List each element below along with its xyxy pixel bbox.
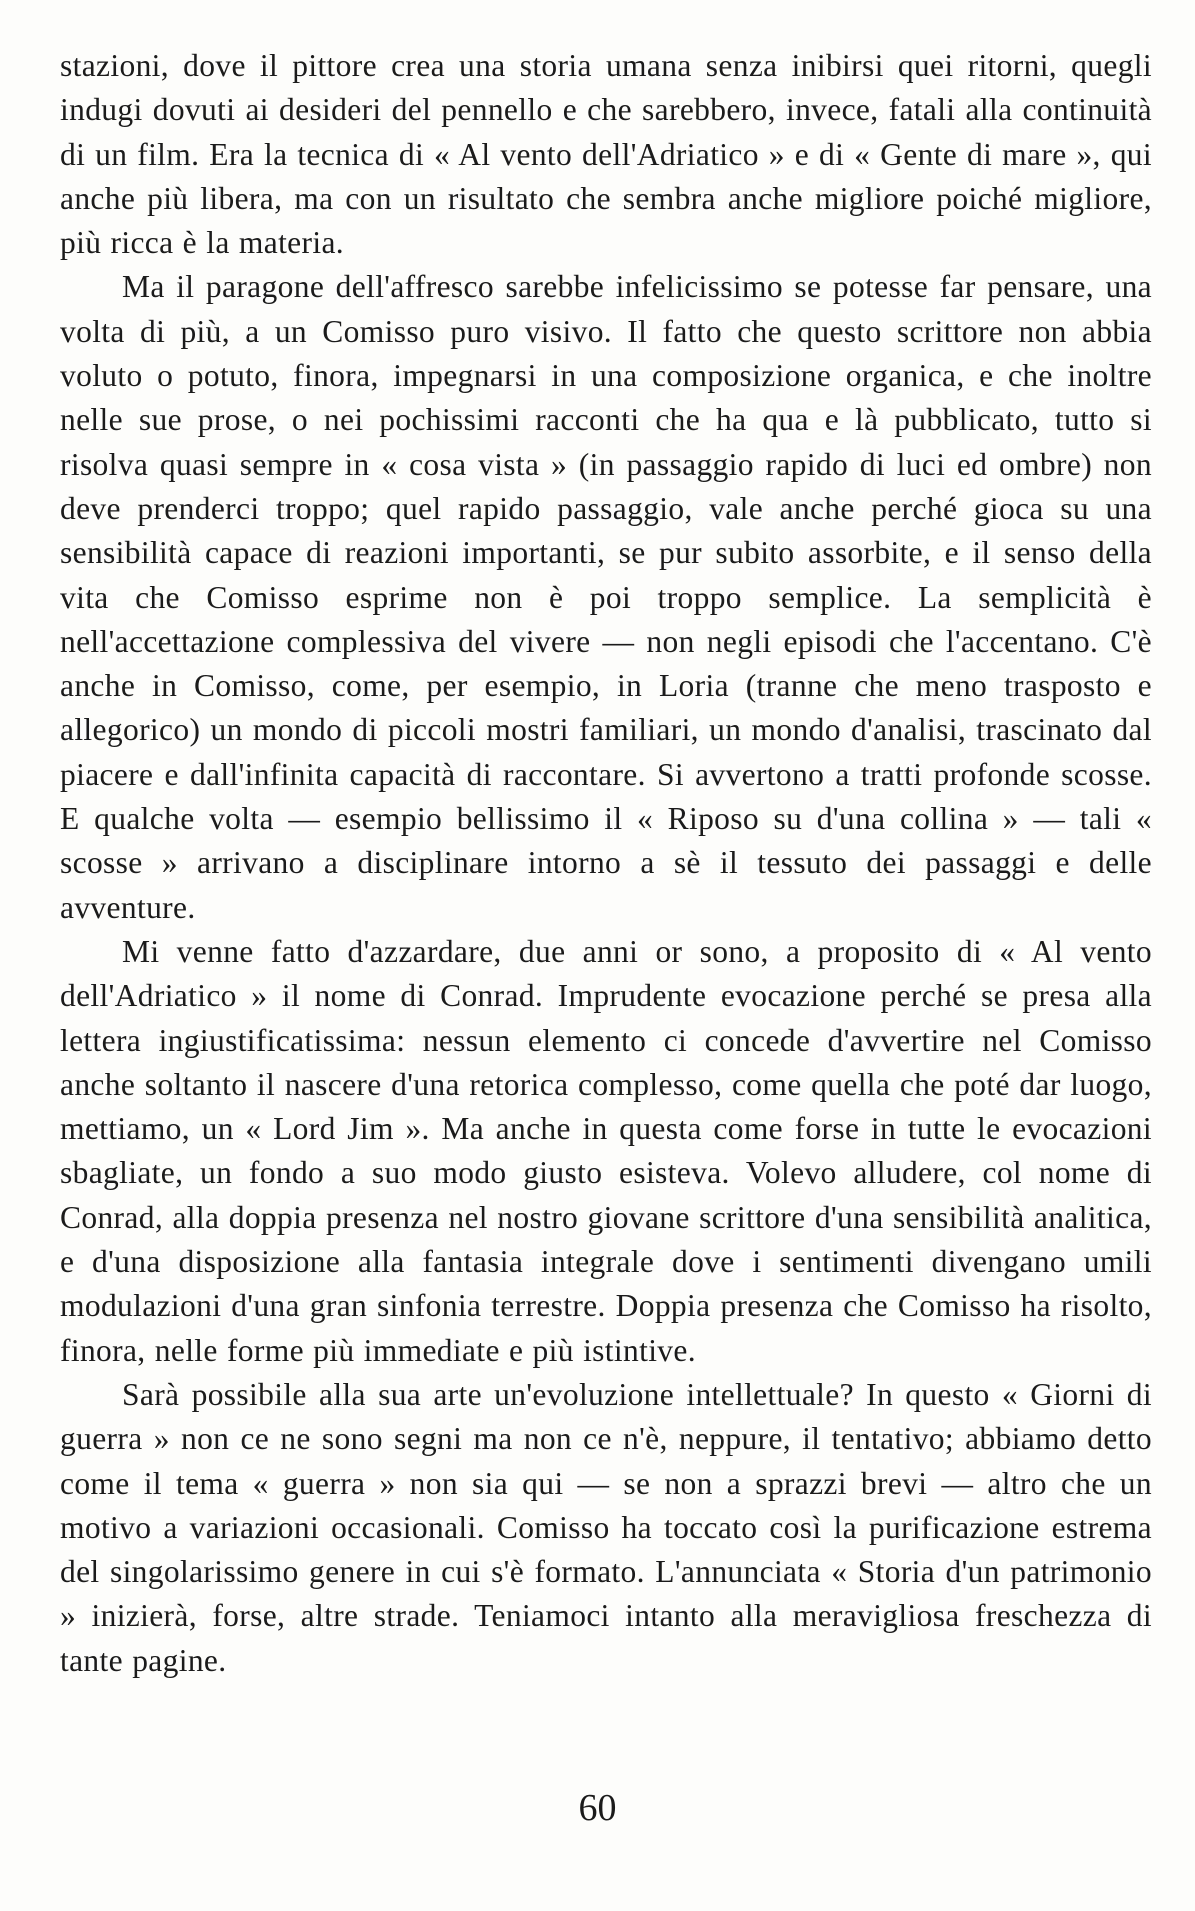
page-number: 60 — [578, 1787, 617, 1829]
paragraph-2: Ma il paragone dell'affresco sarebbe infelicissimo se potesse far pensare, una volta di più, a un Comisso puro visivo. Il fatto che questo scrittore non abbia voluto o potuto, finora, impegnarsi in una composizione organica, e che inoltre nelle sue prose, o nei pochissimi racconti che ha qua e là pubblicato, tutto si risolva quasi sempre in « cosa vista » (in passaggio rapido di luci ed ombre) non deve prenderci troppo; quel rapido passaggio, vale anche perché gioca su una sensibilità capace di reazioni importanti, se pur subito assorbite, e il senso della vita che Comisso esprime non è poi troppo semplice. La semplicità è nell'accettazione complessiva del vivere — non negli episodi che l'accentano. C'è anche in Comisso, come, per esempio, in Loria (tranne che meno trasposto e allegorico) un mondo di piccoli mostri familiari, un mondo d'analisi, trascinato dal piacere e dall'infinita capacità di raccontare. Si avvertono a tratti profonde scosse. E qualche volta — esempio bellissimo il « Riposo su d'una collina » — tali « scosse » arrivano a disciplinare intorno a sè il tessuto dei passaggi e delle avventure. — [60, 269, 1152, 925]
paragraph-4: Sarà possibile alla sua arte un'evoluzione intellettuale? In questo « Giorni di guerra » non ce ne sono segni ma non ce n'è, neppure, il tentativo; abbiamo detto come il tema « guerra » non sia qui — se non a sprazzi brevi — altro che un motivo a variazioni occasionali. Comisso ha toccato così la purificazione estrema del singolarissimo genere in cui s'è formato. L'annunciata « Storia d'un patrimonio » inizierà, forse, altre strade. Teniamoci intanto alla meravigliosa freschezza di tante pagine. — [60, 1376, 1152, 1678]
paragraph-3: Mi venne fatto d'azzardare, due anni or sono, a proposito di « Al vento dell'Adriatico » il nome di Conrad. Imprudente evocazione perché se presa alla lettera ingiustificatissima: nessun elemento ci concede d'avvertire nel Comisso anche soltanto il nascere d'una retorica complesso, come quella che poté dar luogo, mettiamo, un « Lord Jim ». Ma anche in questa come forse in tutte le evocazioni sbagliate, un fondo a suo modo giusto esisteva. Volevo alludere, col nome di Conrad, alla doppia presenza nel nostro giovane scrittore d'una sensibilità analitica, e d'una disposizione alla fantasia integrale dove i sentimenti divengano umili modulazioni d'una gran sinfonia terrestre. Doppia presenza che Comisso ha risolto, finora, nelle forme più immediate e più istintive. — [60, 933, 1152, 1368]
paragraph-1: stazioni, dove il pittore crea una storia umana senza inibirsi quei ritorni, quegli indugi dovuti ai desideri del pennello e che sarebbero, invece, fatali alla continuità di un film. Era la tecnica di « Al vento dell'Adriatico » e di « Gente di mare », qui anche più libera, ma con un risultato che sembra anche migliore poiché migliore, più ricca è la materia. — [60, 48, 1152, 261]
body-text — [60, 44, 1152, 1683]
